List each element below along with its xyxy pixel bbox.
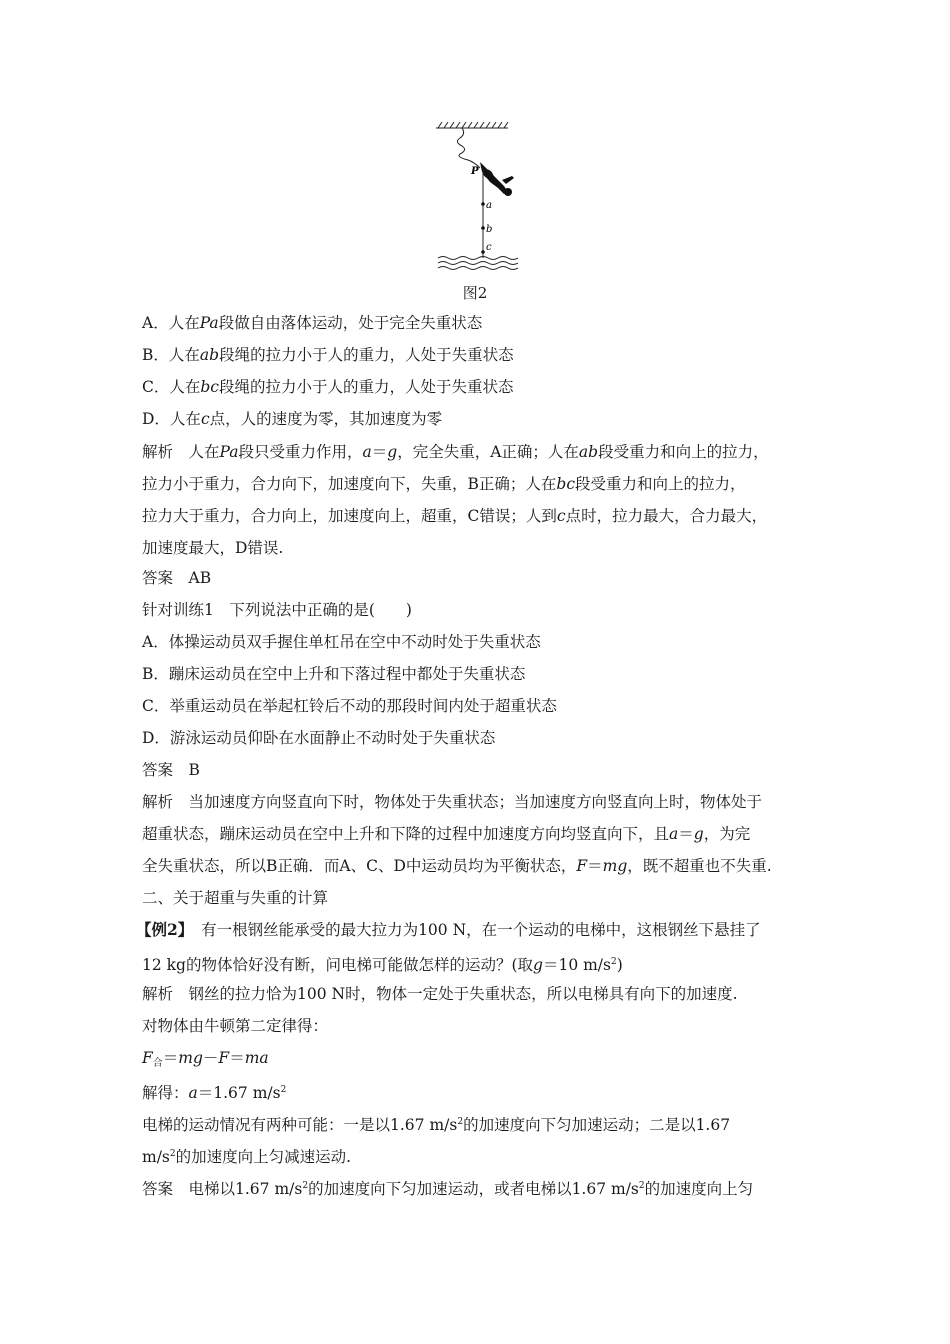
point-a (481, 202, 485, 206)
section-2-heading: 二、关于超重与失重的计算 (142, 889, 329, 907)
q1-option-c: C．人在bc段绳的拉力小于人的重力，人处于失重状态 (142, 378, 514, 396)
label-p: P (471, 166, 479, 177)
point-c (481, 250, 485, 254)
slack-rope (457, 128, 480, 168)
ex2-stem-line-2: 12 kg的物体恰好没有断，问电梯可能做怎样的运动？(取g＝10 $m/s^2$) (142, 956, 623, 974)
ex2-formula: $F_合=mg-F=ma$ (142, 1049, 269, 1069)
q1-option-b: B．人在ab段绳的拉力小于人的重力，人处于失重状态 (142, 346, 514, 364)
point-b (481, 226, 485, 230)
q1-analysis-line-1: 解析 人在Pa段只受重力作用，a＝g，完全失重，A正确；人在ab段受重力和向上的拉力， (142, 443, 769, 461)
t1-option-b: B．蹦床运动员在空中上升和下落过程中都处于失重状态 (142, 665, 526, 683)
t1-option-d: D．游泳运动员仰卧在水面静止不动时处于失重状态 (142, 729, 496, 747)
q1-analysis-line-4: 加速度最大，D错误. (142, 539, 284, 557)
jumper-silhouette (480, 162, 514, 196)
q1-option-d: D．人在c点，人的速度为零，其加速度为零 (142, 410, 443, 428)
t1-option-a: A．体操运动员双手握住单杠吊在空中不动时处于失重状态 (142, 633, 541, 651)
ex2-tag: 【例2】 (136, 920, 186, 939)
t1-analysis-line-2: 超重状态，蹦床运动员在空中上升和下降的过程中加速度方向均竖直向下，且a＝g，为完 (142, 825, 751, 843)
label-c: c (486, 242, 492, 253)
t1-stem: 针对训练1 下列说法中正确的是( ) (142, 601, 412, 619)
ex2-cases-line-1: 电梯的运动情况有两种可能：一是以1.67 $m/s^2$的加速度向下匀加速运动；二是以1.67 (142, 1116, 731, 1134)
q1-analysis-line-2: 拉力小于重力，合力向下，加速度向下，失重，B正确；人在bc段受重力和向上的拉力， (142, 475, 746, 493)
ceiling-hatch (436, 122, 508, 128)
q1-analysis-line-3: 拉力大于重力，合力向上，加速度向上，超重，C错误；人到c点时，拉力最大，合力最大， (142, 507, 768, 525)
label-a: a (486, 200, 492, 211)
water-waves (438, 257, 518, 270)
figure-2-bungee-diagram (428, 118, 518, 278)
ex2-stem-line-1: 【例2】 有一根钢丝能承受的最大拉力为100 N，在一个运动的电梯中，这根钢丝下悬挂了 (136, 920, 761, 939)
figure-caption: 图2 (462, 284, 488, 302)
ex2-analysis-line-2: 对物体由牛顿第二定律得： (142, 1017, 329, 1035)
t1-answer: 答案 B (142, 761, 200, 779)
label-b: b (486, 224, 493, 235)
ex2-cases-line-2: $m/s^2$的加速度向上匀减速运动. (142, 1148, 352, 1166)
ex2-analysis-line-1: 解析 钢丝的拉力恰为100 N时，物体一定处于失重状态，所以电梯具有向下的加速度. (142, 985, 738, 1003)
t1-analysis-line-3: 全失重状态，所以B正确．而A、C、D中运动员均为平衡状态，F＝mg，既不超重也不失重. (142, 857, 772, 875)
q1-answer: 答案 AB (142, 569, 212, 587)
t1-option-c: C．举重运动员在举起杠铃后不动的那段时间内处于超重状态 (142, 697, 557, 715)
q1-option-a: A．人在Pa段做自由落体运动，处于完全失重状态 (142, 314, 483, 332)
ex2-answer: 答案 电梯以1.67 $m/s^2$的加速度向下匀加速运动，或者电梯以1.67 $m/s^2$的加速度向上匀 (142, 1180, 754, 1198)
t1-analysis-line-1: 解析 当加速度方向竖直向下时，物体处于失重状态；当加速度方向竖直向上时，物体处于 (142, 793, 763, 811)
ex2-solve: 解得：a＝1.67 $m/s^2$ (142, 1084, 287, 1102)
